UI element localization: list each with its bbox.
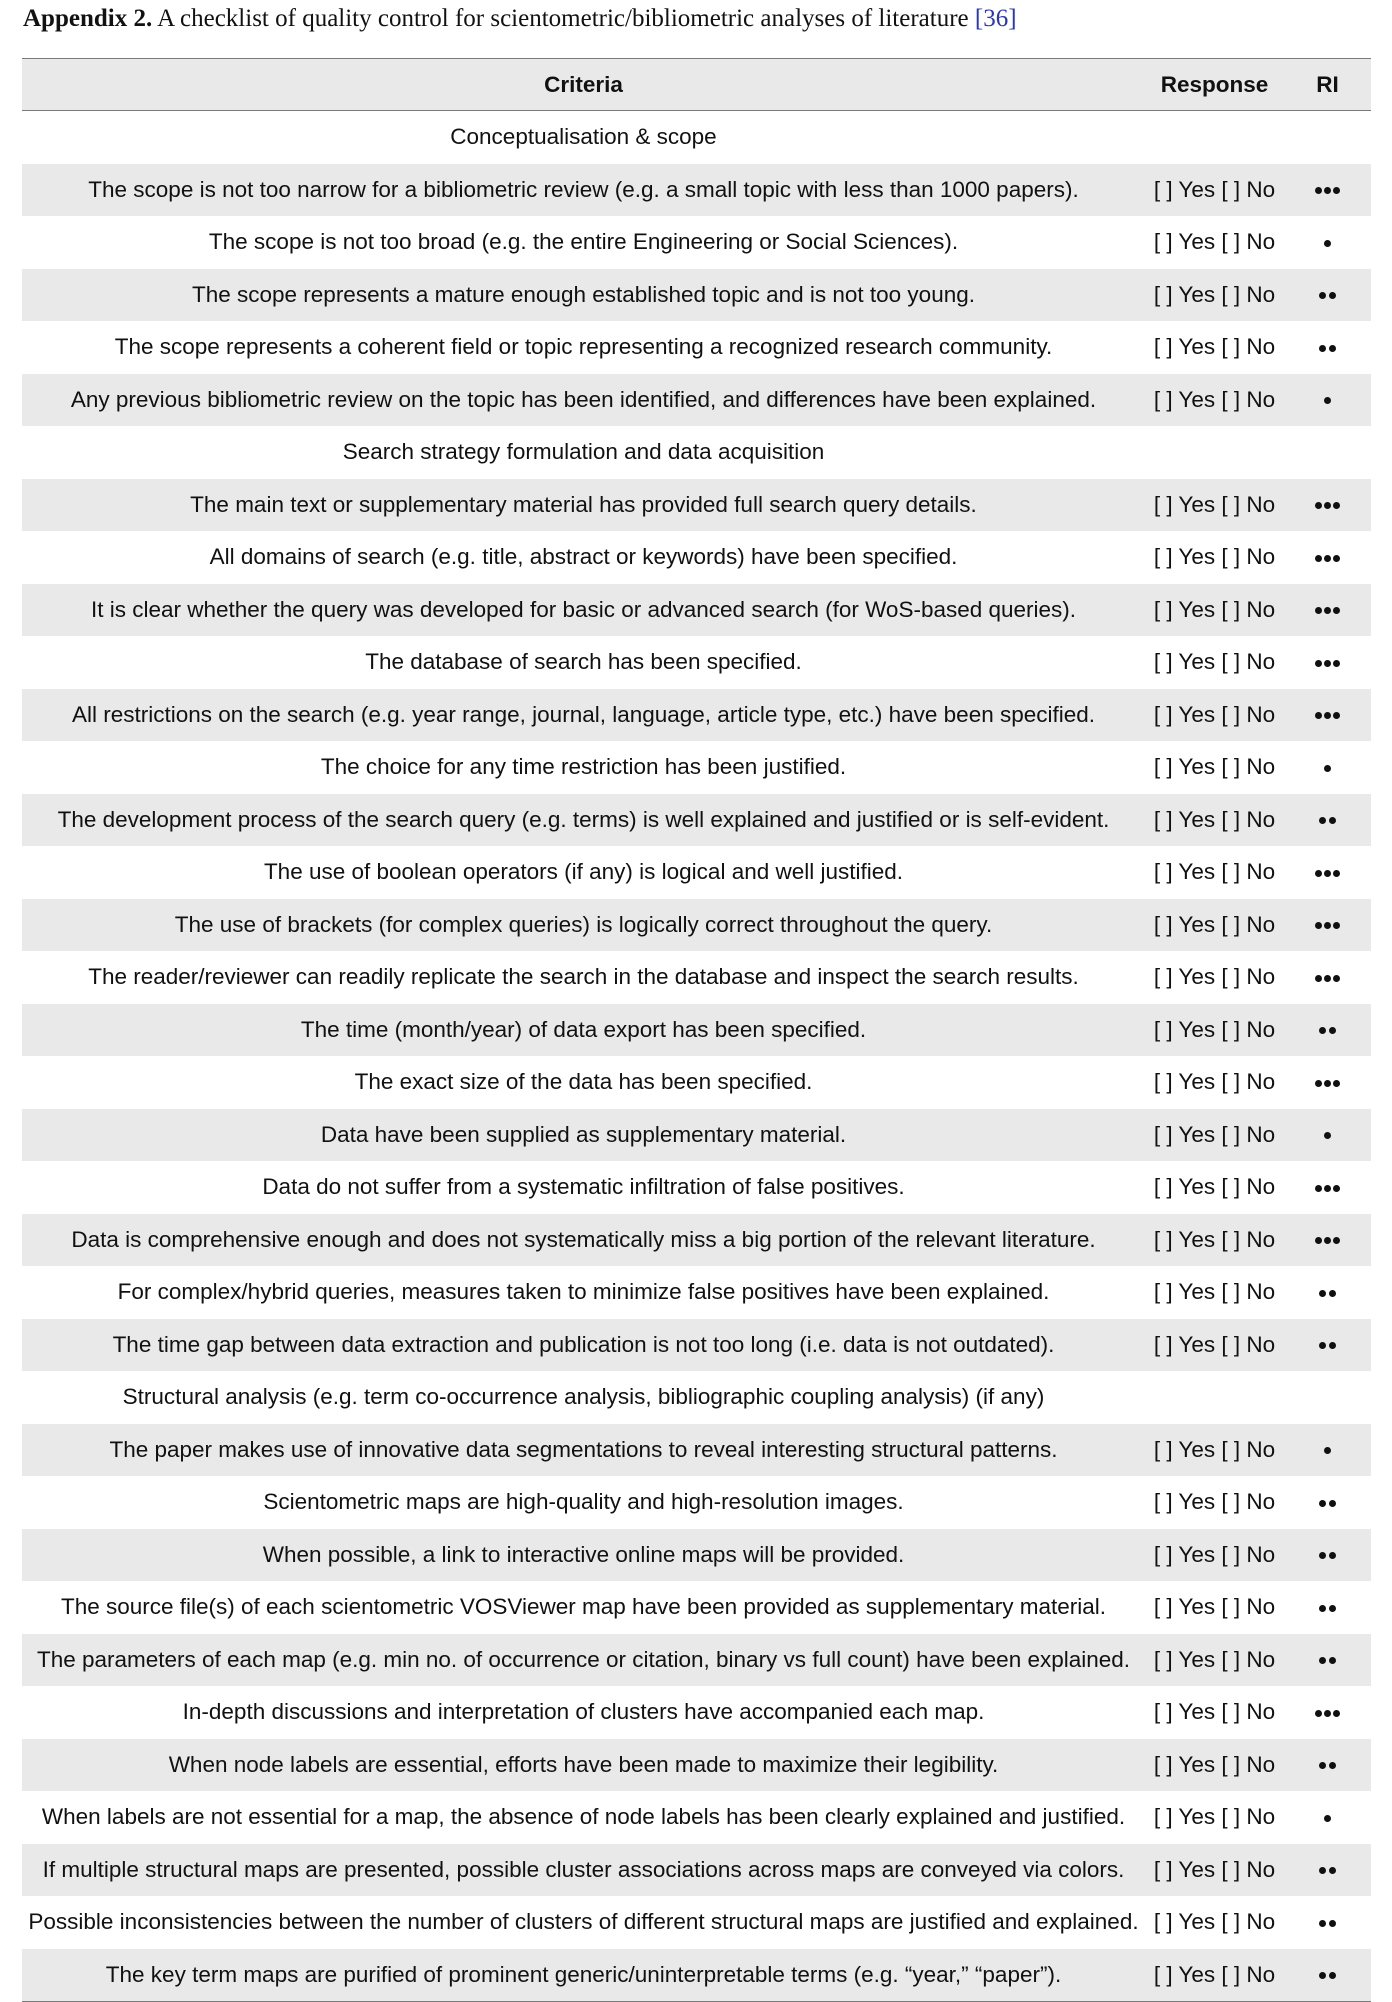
criterion-text: The scope represents a mature enough established topic and is not too young. [191,281,975,307]
criterion-text: The key term maps are purified of prominent generic/uninterpretable terms (e.g. “year,” “paper”). [105,1961,1062,1987]
response-options: [ ] Yes [ ] No [1153,1804,1276,1829]
ri-dot-icon [1319,1500,1326,1507]
ri-rating [1284,1529,1371,1582]
ri-rating [1284,846,1371,899]
ri-dot-icon [1324,1447,1331,1454]
ri-dot-icon [1315,1237,1322,1244]
response-options: [ ] Yes [ ] No [1153,1961,1276,1987]
ri-dot-icon [1333,1185,1340,1192]
ri-rating [1284,1686,1371,1739]
ri-dots [1318,1342,1337,1349]
ri-dot-icon [1324,765,1331,772]
criterion-text: The scope is not too broad (e.g. the entire Engineering or Social Sciences). [208,229,959,254]
table-row [22,1004,1371,1057]
ri-dot-icon [1329,292,1336,299]
table-row [22,1896,1371,1949]
ri-rating [1284,899,1371,952]
criterion-text: The reader/reviewer can readily replicate the search in the database and inspect the search results. [88,964,1079,989]
table-row [22,374,1371,427]
ri-dots [1313,975,1341,982]
ri-dot-icon [1329,1500,1336,1507]
ri-dots [1323,240,1332,247]
ri-rating [1284,584,1371,637]
ri-dot-icon [1329,817,1336,824]
criterion-text: The time (month/year) of data export has been specified. [300,1016,867,1042]
response-options: [ ] Yes [ ] No [1153,1174,1276,1199]
table-row [22,531,1371,584]
ri-dots [1318,817,1337,824]
ri-dot-icon [1324,1237,1331,1244]
criterion-text: For complex/hybrid queries, measures taken to minimize false positives have been explained. [117,1279,1050,1304]
table-row [22,216,1371,269]
header-ri: RI [1316,72,1339,97]
ri-dot-icon [1315,1080,1322,1087]
table-row [22,479,1371,532]
header-criteria: Criteria [544,72,623,97]
response-options: [ ] Yes [ ] No [1153,1121,1276,1147]
response-options: [ ] Yes [ ] No [1153,1594,1276,1619]
ri-dots [1318,345,1337,352]
response-options: [ ] Yes [ ] No [1153,1646,1276,1672]
ri-dots [1313,1185,1341,1192]
criterion-text: Any previous bibliometric review on the topic has been identified, and differences have been explained. [70,386,1097,412]
criterion-text: The development process of the search query (e.g. terms) is well explained and justified or is self-evident. [57,806,1110,832]
table-row [22,1949,1371,2002]
criterion-text: The choice for any time restriction has been justified. [320,754,847,779]
table-row [22,1319,1371,1372]
ri-dot-icon [1333,1237,1340,1244]
section-heading-row [22,111,1371,164]
ri-dot-icon [1329,345,1336,352]
response-options: [ ] Yes [ ] No [1153,544,1276,569]
ri-dot-icon [1333,1710,1340,1717]
ri-rating [1284,1056,1371,1109]
section-heading: Search strategy formulation and data acquisition [342,439,825,464]
table-row [22,269,1371,322]
ri-rating [1284,1844,1371,1897]
response-options: [ ] Yes [ ] No [1153,1856,1276,1882]
ri-rating [1284,1319,1371,1372]
ri-dot-icon [1324,1132,1331,1139]
checklist-table [22,58,1371,2002]
table-row [22,794,1371,847]
ri-rating [1284,269,1371,322]
table-row [22,584,1371,637]
ri-dot-icon [1319,1342,1326,1349]
ri-dot-icon [1329,1920,1336,1927]
table-row [22,321,1371,374]
criterion-text: The source file(s) of each scientometric VOSViewer map have been provided as supplementary material. [60,1594,1107,1619]
ri-rating [1284,164,1371,217]
response-options: [ ] Yes [ ] No [1153,176,1276,202]
table-row [22,1109,1371,1162]
criterion-text: In-depth discussions and interpretation of clusters have accompanied each map. [182,1699,985,1724]
response-options: [ ] Yes [ ] No [1153,649,1276,674]
ri-rating [1284,1739,1371,1792]
response-options: [ ] Yes [ ] No [1153,1436,1276,1462]
ri-rating [1284,1476,1371,1529]
ri-dots [1318,1552,1337,1559]
ri-dots [1318,1500,1337,1507]
response-options: [ ] Yes [ ] No [1153,1069,1276,1094]
ri-rating [1284,1634,1371,1687]
table-row [22,1739,1371,1792]
criterion-text: When possible, a link to interactive online maps will be provided. [262,1541,905,1567]
table-row [22,164,1371,217]
ri-dots [1313,187,1341,194]
section-heading-row [22,1371,1371,1424]
caption-text: A checklist of quality control for scientometric/bibliometric analyses of literature [152,5,975,32]
ri-dot-icon [1329,1552,1336,1559]
ri-dot-icon [1319,1867,1326,1874]
ri-dots [1323,397,1332,404]
response-options: [ ] Yes [ ] No [1153,1279,1276,1304]
ri-dot-icon [1329,1342,1336,1349]
response-options: [ ] Yes [ ] No [1153,596,1276,622]
header-response: Response [1160,72,1269,97]
criterion-text: Data have been supplied as supplementary material. [320,1121,847,1147]
criterion-text: The use of boolean operators (if any) is logical and well justified. [263,859,904,884]
ri-dot-icon [1319,292,1326,299]
response-options: [ ] Yes [ ] No [1153,701,1276,727]
table-row [22,846,1371,899]
criterion-text: The database of search has been specified. [365,649,802,674]
response-options: [ ] Yes [ ] No [1153,1016,1276,1042]
ri-dot-icon [1333,555,1340,562]
ri-rating [1284,1896,1371,1949]
criterion-text: When node labels are essential, efforts have been made to maximize their legibility. [168,1751,999,1777]
ri-dot-icon [1329,1762,1336,1769]
table-row [22,1056,1371,1109]
response-options: [ ] Yes [ ] No [1153,1699,1276,1724]
ri-dot-icon [1324,1710,1331,1717]
ri-dot-icon [1329,1867,1336,1874]
table-row [22,1476,1371,1529]
table-body [22,111,1371,2001]
ri-dot-icon [1324,397,1331,404]
ri-dot-icon [1315,922,1322,929]
criterion-text: Possible inconsistencies between the number of clusters of different structural maps are justified and explained. [28,1909,1139,1934]
ri-rating [1284,321,1371,374]
ri-dot-icon [1319,1552,1326,1559]
ri-rating [1284,1949,1371,2002]
response-options: [ ] Yes [ ] No [1153,1331,1276,1357]
response-options: [ ] Yes [ ] No [1153,1541,1276,1567]
ri-dot-icon [1324,502,1331,509]
ri-dots [1318,1920,1337,1927]
ri-dot-icon [1319,1027,1326,1034]
caption-reference-link[interactable]: [36] [974,5,1017,32]
table-row [22,689,1371,742]
ri-dots [1318,1290,1337,1297]
ri-dot-icon [1333,502,1340,509]
ri-dot-icon [1315,187,1322,194]
ri-rating [1284,1109,1371,1162]
ri-dots [1318,1972,1337,1979]
ri-dot-icon [1319,817,1326,824]
ri-dot-icon [1333,660,1340,667]
ri-dot-icon [1319,1605,1326,1612]
criterion-text: The time gap between data extraction and publication is not too long (i.e. data is not outdated). [112,1331,1055,1357]
ri-dot-icon [1333,1080,1340,1087]
criterion-text: All restrictions on the search (e.g. year range, journal, language, article type, etc.) have been specified. [71,701,1096,727]
ri-dot-icon [1324,870,1331,877]
ri-dots [1313,712,1341,719]
criterion-text: The parameters of each map (e.g. min no. of occurrence or citation, binary vs full count) have been explained. [36,1646,1131,1672]
ri-rating [1284,1266,1371,1319]
ri-dots [1318,1867,1337,1874]
ri-rating [1284,1791,1371,1844]
ri-dot-icon [1324,712,1331,719]
response-options: [ ] Yes [ ] No [1153,229,1276,254]
ri-dot-icon [1319,1657,1326,1664]
response-options: [ ] Yes [ ] No [1153,386,1276,412]
criterion-text: All domains of search (e.g. title, abstract or keywords) have been specified. [209,544,958,569]
ri-dot-icon [1333,922,1340,929]
criterion-text: The paper makes use of innovative data segmentations to reveal interesting structural patterns. [109,1436,1058,1462]
caption-label: Appendix 2. [23,5,153,32]
ri-dots [1323,765,1332,772]
ri-rating [1284,374,1371,427]
criterion-text: Scientometric maps are high-quality and high-resolution images. [263,1489,904,1514]
section-heading: Structural analysis (e.g. term co-occurrence analysis, bibliographic coupling analysis) (if any) [122,1384,1045,1409]
table-row [22,1161,1371,1214]
ri-dot-icon [1315,607,1322,614]
ri-rating [1284,951,1371,1004]
criterion-text: If multiple structural maps are presented, possible cluster associations across maps are conveyed via colors. [42,1856,1125,1882]
ri-dot-icon [1319,1920,1326,1927]
ri-dots [1313,922,1341,929]
response-options: [ ] Yes [ ] No [1153,806,1276,832]
table-header-row [22,59,1371,111]
ri-dot-icon [1333,607,1340,614]
response-options: [ ] Yes [ ] No [1153,754,1276,779]
ri-dots [1313,502,1341,509]
table-row [22,1529,1371,1582]
criterion-text: Data do not suffer from a systematic infiltration of false positives. [262,1174,905,1199]
ri-rating [1284,1161,1371,1214]
ri-dots [1318,1762,1337,1769]
ri-dot-icon [1315,975,1322,982]
ri-dot-icon [1324,240,1331,247]
ri-dot-icon [1324,607,1331,614]
ri-rating [1284,1581,1371,1634]
criterion-text: The scope is not too narrow for a bibliometric review (e.g. a small topic with less than 1000 papers). [88,176,1079,202]
table-row [22,899,1371,952]
response-options: [ ] Yes [ ] No [1153,964,1276,989]
ri-rating [1284,1424,1371,1477]
ri-rating [1284,1214,1371,1267]
response-options: [ ] Yes [ ] No [1153,491,1276,517]
ri-rating [1284,479,1371,532]
criterion-text: The scope represents a coherent field or topic representing a recognized research community. [114,334,1053,359]
table-row [22,951,1371,1004]
ri-dot-icon [1315,1710,1322,1717]
ri-dot-icon [1324,975,1331,982]
ri-dots [1313,1710,1341,1717]
table-row [22,1266,1371,1319]
criterion-text: When labels are not essential for a map, the absence of node labels has been clearly explained and justified. [41,1804,1126,1829]
response-options: [ ] Yes [ ] No [1153,911,1276,937]
ri-dots [1323,1447,1332,1454]
ri-dot-icon [1324,660,1331,667]
ri-dot-icon [1319,1972,1326,1979]
ri-dots [1313,660,1341,667]
table-row [22,1791,1371,1844]
ri-dot-icon [1329,1605,1336,1612]
ri-dot-icon [1324,187,1331,194]
table-row [22,1634,1371,1687]
ri-rating [1284,636,1371,689]
ri-dot-icon [1333,712,1340,719]
ri-dots [1313,870,1341,877]
ri-dot-icon [1329,1027,1336,1034]
ri-dot-icon [1319,345,1326,352]
ri-dot-icon [1319,1762,1326,1769]
ri-dots [1318,1027,1337,1034]
table-row [22,1844,1371,1897]
ri-dots [1318,1657,1337,1664]
ri-dots [1313,555,1341,562]
response-options: [ ] Yes [ ] No [1153,1226,1276,1252]
section-heading-row [22,426,1371,479]
response-options: [ ] Yes [ ] No [1153,334,1276,359]
ri-dot-icon [1329,1972,1336,1979]
ri-dots [1318,292,1337,299]
table-row [22,1581,1371,1634]
ri-dot-icon [1324,1185,1331,1192]
ri-dot-icon [1315,712,1322,719]
ri-dot-icon [1329,1657,1336,1664]
ri-dot-icon [1333,187,1340,194]
criterion-text: The use of brackets (for complex queries) is logically correct throughout the query. [174,911,993,937]
ri-dot-icon [1315,870,1322,877]
ri-dot-icon [1315,660,1322,667]
table-row [22,741,1371,794]
response-options: [ ] Yes [ ] No [1153,281,1276,307]
ri-dot-icon [1333,975,1340,982]
ri-dot-icon [1333,870,1340,877]
ri-rating [1284,741,1371,794]
table-row [22,636,1371,689]
section-heading: Conceptualisation & scope [450,124,717,149]
response-options: [ ] Yes [ ] No [1153,1751,1276,1777]
response-options: [ ] Yes [ ] No [1153,1909,1276,1934]
ri-dot-icon [1319,1290,1326,1297]
criterion-text: It is clear whether the query was developed for basic or advanced search (for WoS-based queries). [90,596,1077,622]
ri-rating [1284,689,1371,742]
criterion-text: The exact size of the data has been specified. [354,1069,813,1094]
ri-rating [1284,1004,1371,1057]
ri-dots [1313,607,1341,614]
ri-rating [1284,531,1371,584]
table-row [22,1686,1371,1739]
criterion-text: Data is comprehensive enough and does not systematically miss a big portion of the relevant literature. [71,1226,1096,1252]
ri-dot-icon [1324,922,1331,929]
ri-dot-icon [1324,1815,1331,1822]
ri-dots [1313,1237,1341,1244]
ri-dots [1323,1132,1332,1139]
response-options: [ ] Yes [ ] No [1153,859,1276,884]
table-caption [23,4,1363,34]
ri-dots [1318,1605,1337,1612]
ri-rating [1284,216,1371,269]
ri-dot-icon [1324,555,1331,562]
ri-dots [1323,1815,1332,1822]
ri-dot-icon [1315,502,1322,509]
ri-dot-icon [1315,555,1322,562]
ri-dots [1313,1080,1341,1087]
ri-dot-icon [1315,1185,1322,1192]
response-options: [ ] Yes [ ] No [1153,1489,1276,1514]
criterion-text: The main text or supplementary material has provided full search query details. [190,491,977,517]
ri-rating [1284,794,1371,847]
table-row [22,1214,1371,1267]
ri-dot-icon [1329,1290,1336,1297]
table-row [22,1424,1371,1477]
ri-dot-icon [1324,1080,1331,1087]
